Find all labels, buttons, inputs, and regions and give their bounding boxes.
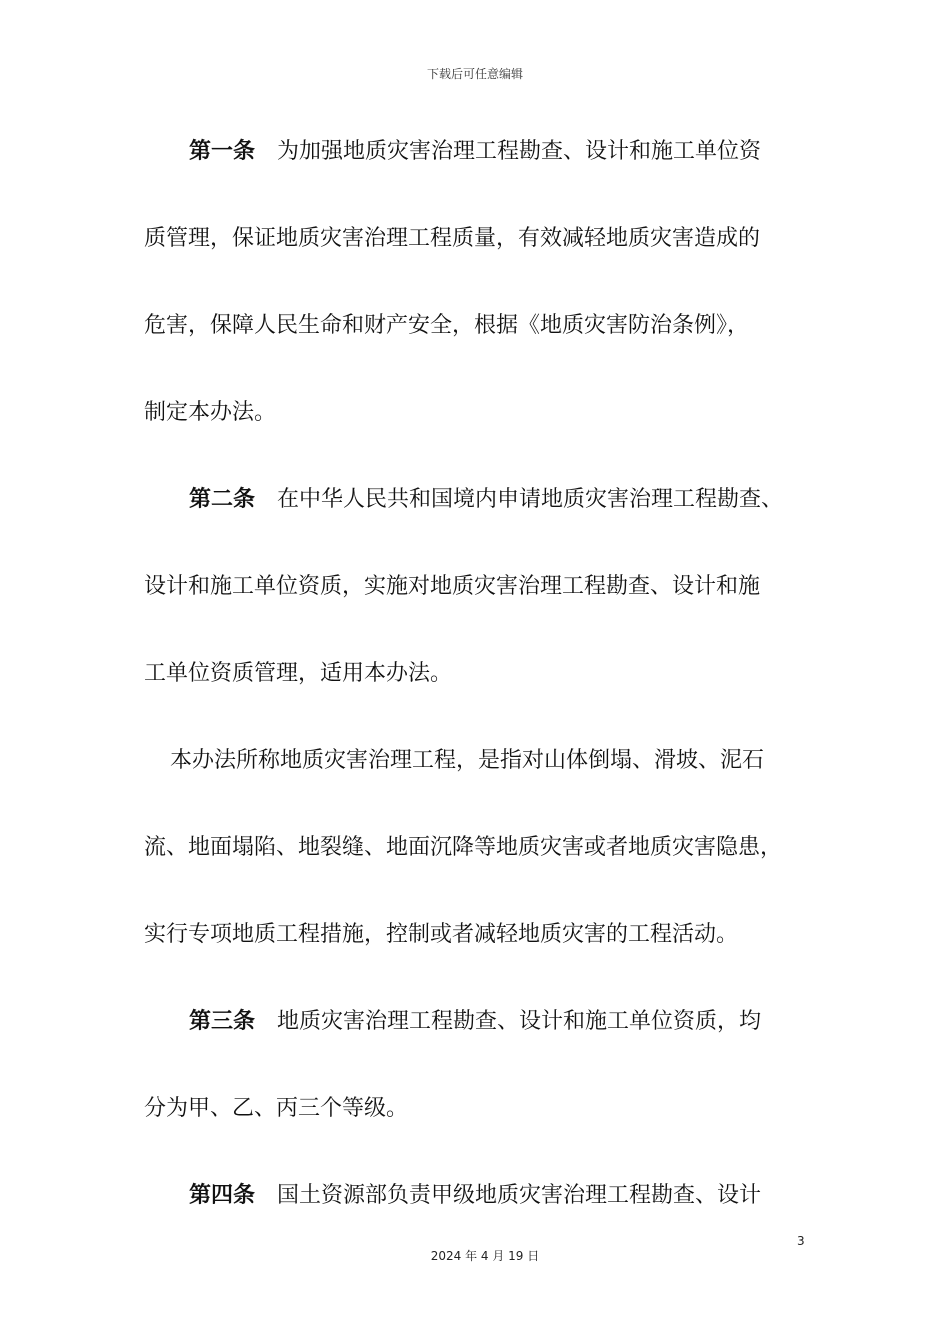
article-2-heading: 第二条	[189, 487, 256, 512]
article-3-line-2: 分为甲、乙、丙三个等级。	[144, 1096, 409, 1121]
page-number: 3	[797, 1234, 805, 1248]
article-1-heading: 第一条	[189, 139, 256, 164]
article-3-heading: 第三条	[189, 1009, 256, 1034]
article-2-line-1	[189, 485, 783, 515]
article-2-line-3: 工单位资质管理，适用本办法。	[144, 661, 453, 686]
article-3-line-1	[189, 1007, 761, 1037]
article-1-line-4: 制定本办法。	[144, 400, 277, 425]
article-1-line-2: 质管理，保证地质灾害治理工程质量，有效减轻地质灾害造成的	[144, 226, 761, 251]
article-4-heading: 第四条	[189, 1183, 256, 1208]
article-3-text-1: 地质灾害治理工程勘查、设计和施工单位资质，均	[277, 1009, 762, 1034]
definition-line-2: 流、地面塌陷、地裂缝、地面沉降等地质灾害或者地质灾害隐患，	[144, 835, 783, 860]
page-footer-date: 2024 年 4 月 19 日	[430, 1249, 540, 1263]
article-1-line-3: 危害，保障人民生命和财产安全，根据《地质灾害防治条例》，	[144, 313, 750, 338]
article-4-text-1: 国土资源部负责甲级地质灾害治理工程勘查、设计	[277, 1183, 762, 1208]
article-2-text-1: 在中华人民共和国境内申请地质灾害治理工程勘查、	[277, 487, 784, 512]
definition-line-3: 实行专项地质工程措施，控制或者减轻地质灾害的工程活动。	[144, 922, 739, 947]
article-4-line-1	[189, 1181, 761, 1211]
definition-line-1: 本办法所称地质灾害治理工程，是指对山体倒塌、滑坡、泥石	[170, 748, 765, 773]
article-1-text-1: 为加强地质灾害治理工程勘查、设计和施工单位资	[277, 139, 762, 164]
page-header: 下载后可任意编辑	[426, 67, 523, 81]
article-1-line-1	[189, 137, 761, 167]
article-2-line-2: 设计和施工单位资质，实施对地质灾害治理工程勘查、设计和施	[144, 574, 761, 599]
